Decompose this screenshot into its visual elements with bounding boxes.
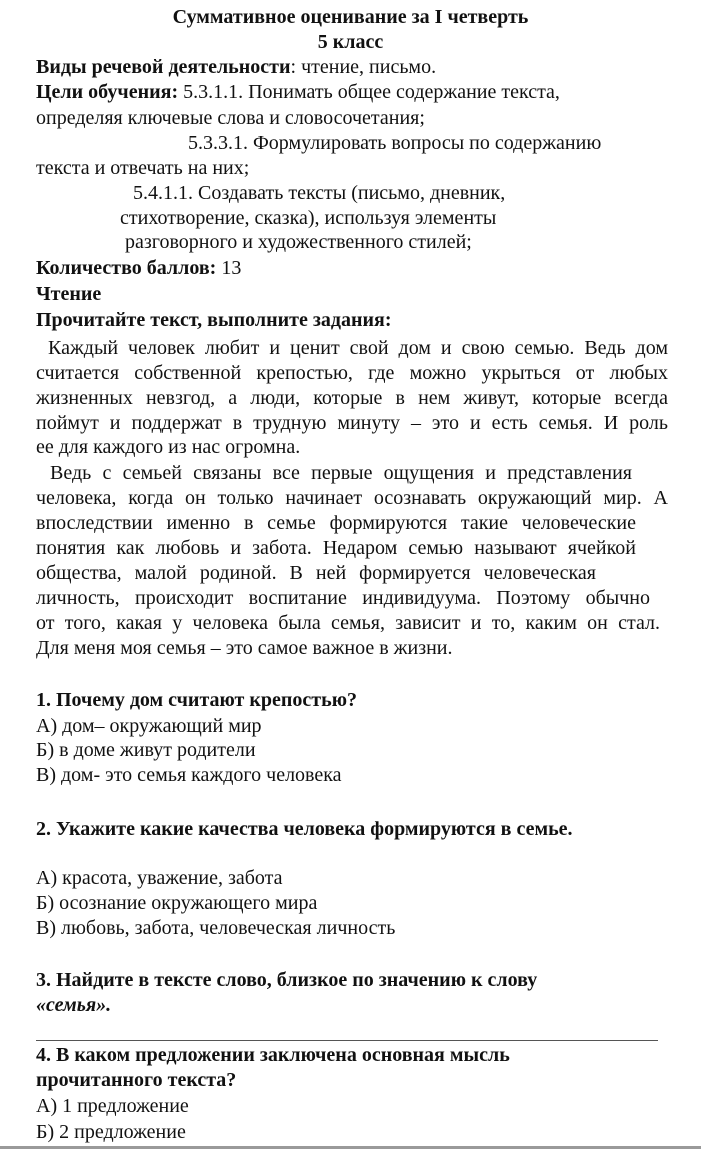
document-title: Суммативное оценивание за I четверть bbox=[172, 6, 529, 28]
question-4-cont: прочитанного текста? bbox=[36, 1069, 237, 1091]
section-title: Чтение bbox=[36, 283, 102, 305]
text-line: поймут и поддержат в трудную минуту – это и есть семья. И роль bbox=[36, 412, 668, 434]
text-line: ее для каждого из нас огромна. bbox=[36, 436, 301, 458]
points-label: Количество баллов: bbox=[36, 257, 217, 279]
text-line: жизненных невзгод, а люди, которые в нем живут, которые всегда bbox=[36, 387, 668, 409]
text-line: человека, когда он только начинает осознавать окружающий мир. А bbox=[36, 487, 668, 509]
grade-heading: 5 класс bbox=[317, 31, 384, 53]
text-line: впоследствии именно в семье формируются такие человеческие bbox=[36, 512, 636, 534]
option: Б) осознание окружающего мира bbox=[36, 892, 318, 914]
goal-text: 5.3.3.1. Формулировать вопросы по содержанию bbox=[188, 132, 602, 154]
question-2: 2. Укажите какие качества человека формируются в семье. bbox=[36, 818, 573, 840]
text-line: Для меня моя семья – это самое важное в жизни. bbox=[36, 637, 453, 659]
text-line: личность, происходит воспитание индивидуума. Поэтому обычно bbox=[36, 587, 650, 609]
instruction: Прочитайте текст, выполните задания: bbox=[36, 309, 392, 331]
question-4: 4. В каком предложении заключена основная мысль bbox=[36, 1044, 510, 1066]
option: В) дом- это семья каждого человека bbox=[36, 764, 342, 786]
goals-label: Цели обучения: bbox=[36, 81, 179, 103]
text-line: общества, малой родиной. В ней формируется человеческая bbox=[36, 562, 596, 584]
points-value: 13 bbox=[216, 257, 242, 279]
goal-text: определяя ключевые слова и словосочетания; bbox=[36, 107, 425, 129]
question-3: 3. Найдите в тексте слово, близкое по значению к слову bbox=[36, 969, 538, 991]
goal-text: разговорного и художественного стилей; bbox=[125, 231, 472, 253]
activity-value: : чтение, письмо. bbox=[290, 56, 437, 78]
option: А) дом– окружающий мир bbox=[36, 715, 262, 737]
activity-line bbox=[36, 55, 436, 79]
text-line: считается собственной крепостью, где можно укрыться от любых bbox=[36, 362, 668, 384]
option: А) красота, уважение, забота bbox=[36, 867, 283, 889]
text-line: Ведь с семьей связаны все первые ощущения и представления bbox=[50, 462, 632, 484]
option: А) 1 предложение bbox=[36, 1095, 189, 1117]
goals-line bbox=[36, 80, 560, 104]
option: Б) 2 предложение bbox=[36, 1121, 186, 1143]
question-1: 1. Почему дом считают крепостью? bbox=[36, 689, 357, 711]
text-line: понятия как любовь и забота. Недаром семью называют ячейкой bbox=[36, 537, 636, 559]
option: Б) в доме живут родители bbox=[36, 739, 256, 761]
points-line bbox=[36, 256, 241, 280]
goal-text: 5.3.1.1. Понимать общее содержание текста, bbox=[178, 81, 560, 103]
activity-label: Виды речевой деятельности bbox=[36, 56, 291, 78]
question-3-word: «семья». bbox=[36, 994, 112, 1016]
text-line: от того, какая у человека была семья, зависит и то, каким он стал. bbox=[36, 612, 660, 634]
option: В) любовь, забота, человеческая личность bbox=[36, 917, 396, 939]
goal-text: стихотворение, сказка), используя элементы bbox=[120, 207, 497, 229]
goal-text: 5.4.1.1. Создавать тексты (письмо, дневник, bbox=[133, 182, 506, 204]
answer-line[interactable] bbox=[36, 1040, 658, 1041]
text-line: Каждый человек любит и ценит свой дом и свою семью. Ведь дом bbox=[48, 337, 668, 359]
goal-text: текста и отвечать на них; bbox=[36, 157, 250, 179]
